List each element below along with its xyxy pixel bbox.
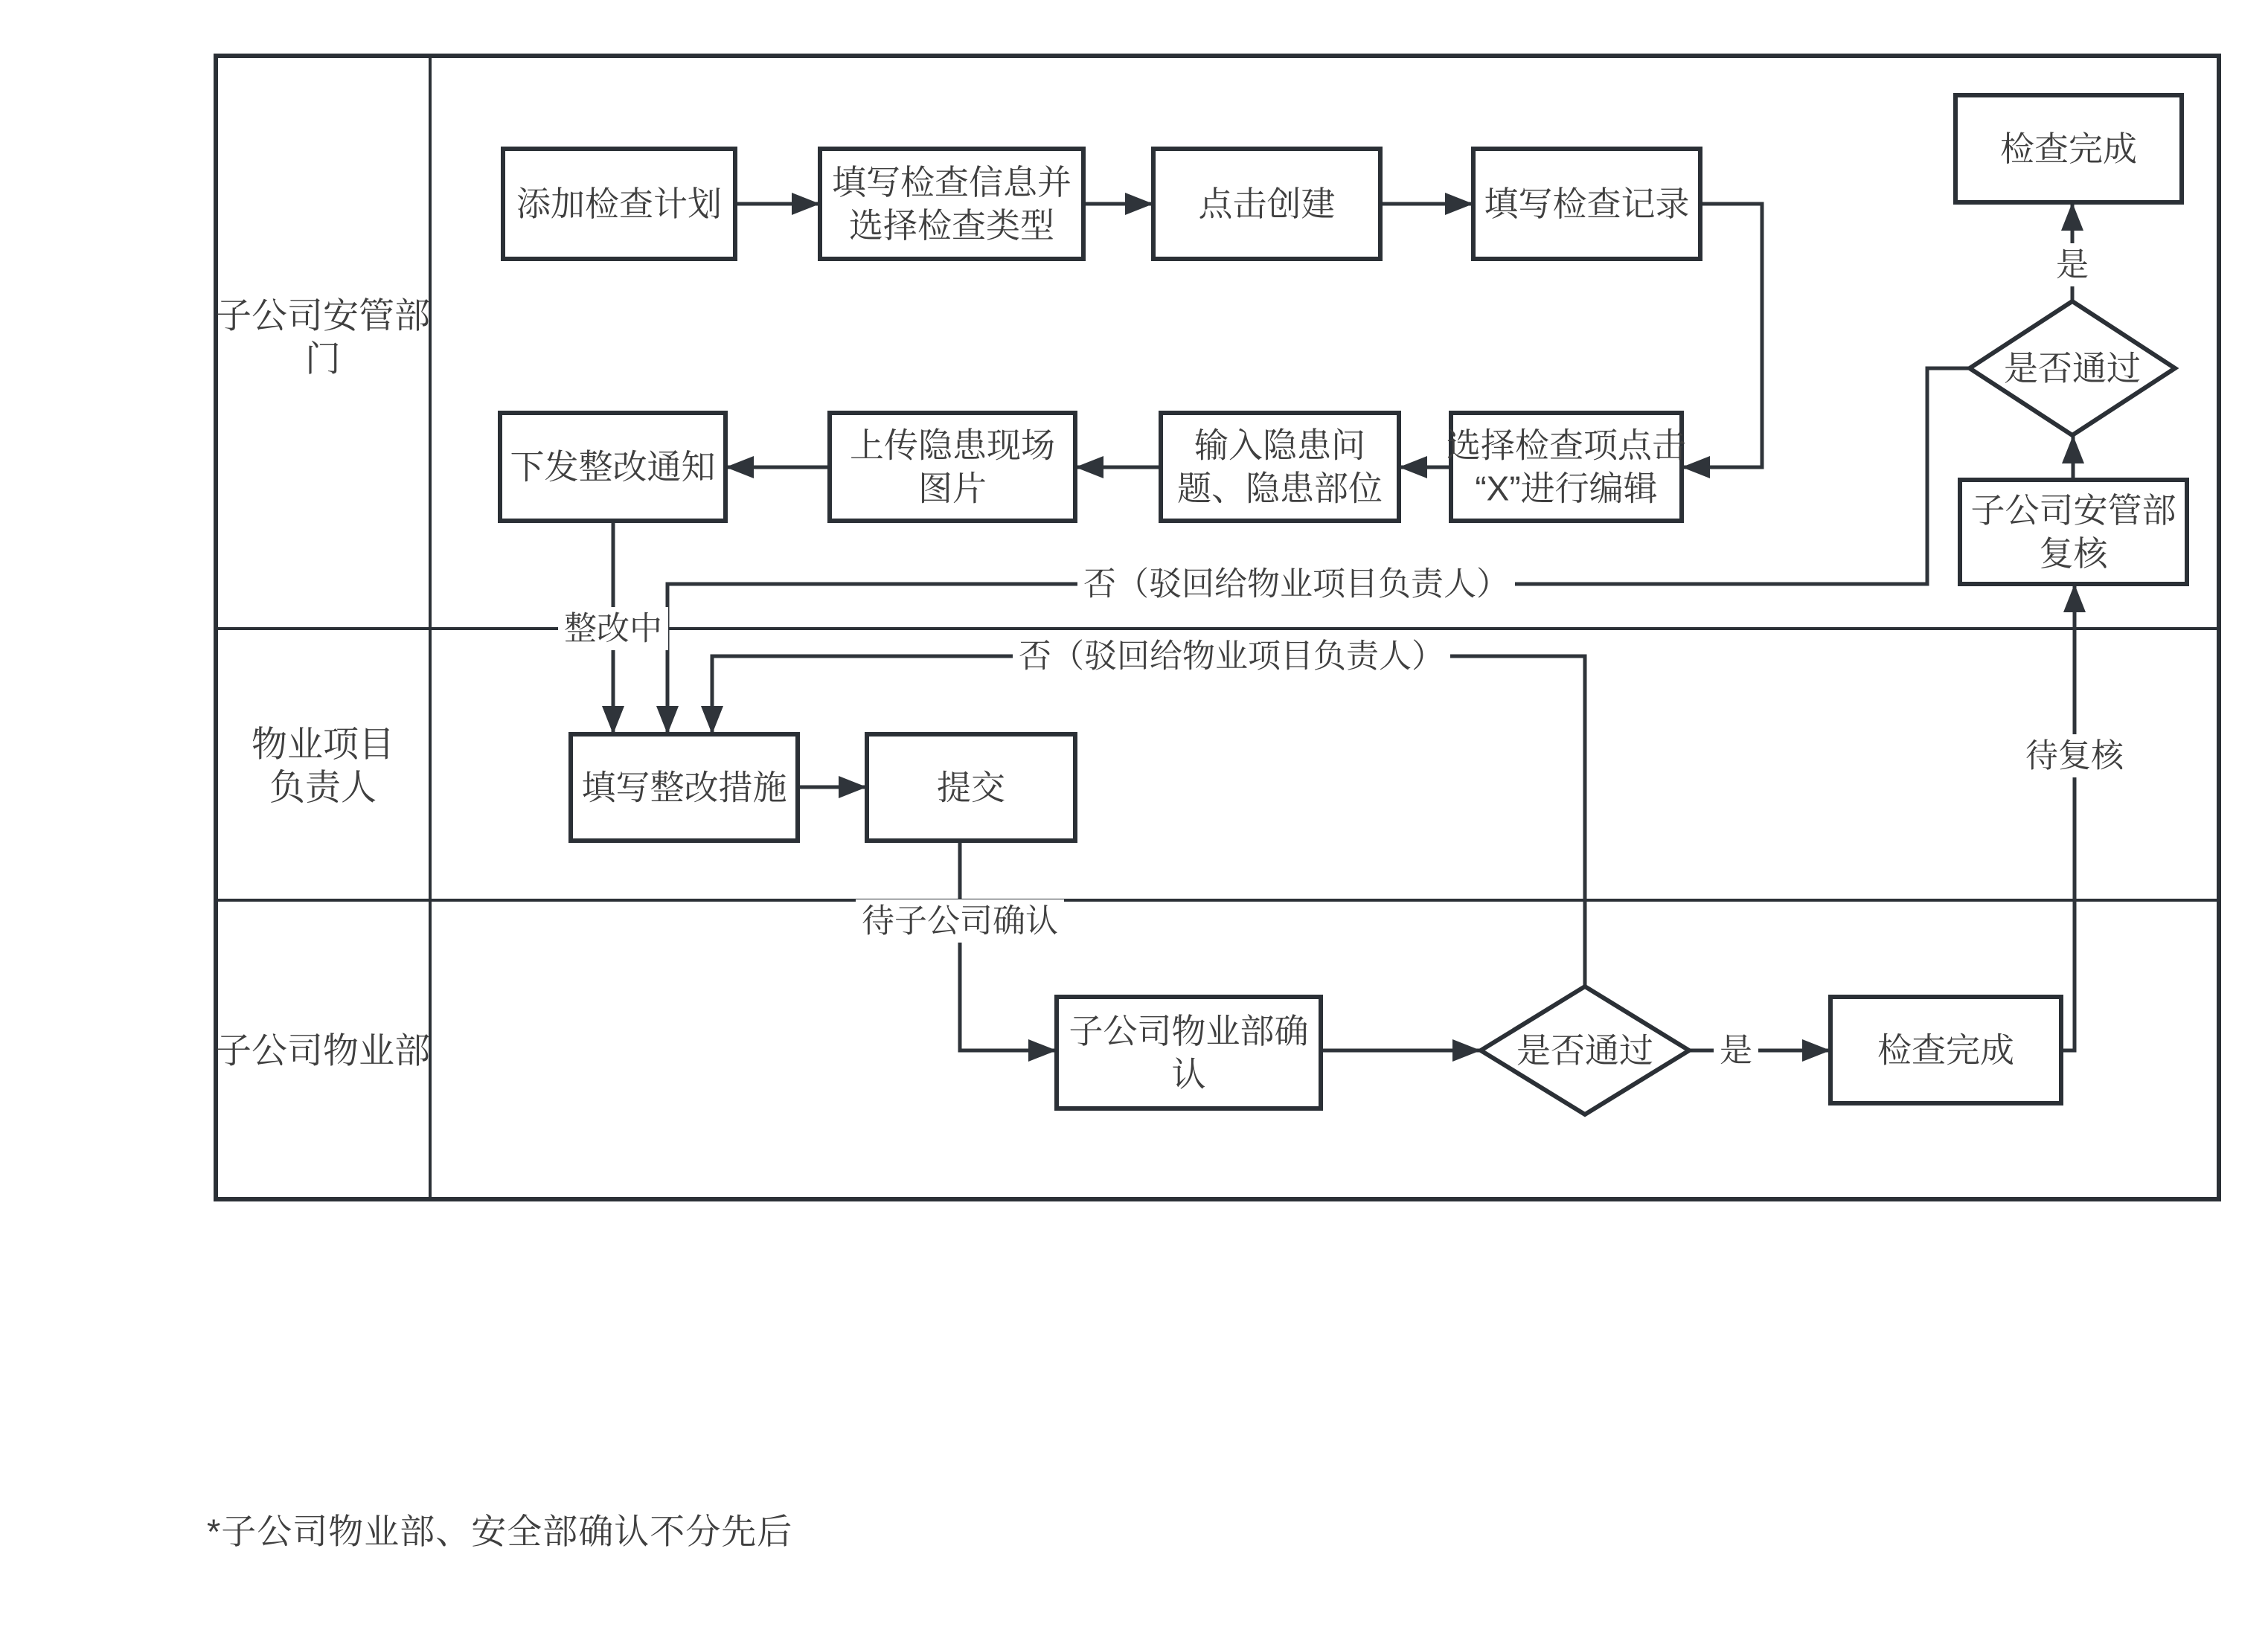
node-label-input-problem-line2: 题、隐患部位 [1177, 469, 1383, 508]
node-label-fill-record-line1: 填写检查记录 [1484, 184, 1690, 223]
node-label-inspect-done-bottom-line1: 检查完成 [1877, 1030, 2014, 1070]
node-label-submit-line1: 提交 [937, 768, 1005, 807]
arrowhead-select-to-input [1399, 456, 1427, 478]
lane-property-dept-label-line1: 子公司物业部 [215, 1031, 431, 1071]
node-label-pass-decision-bottom-line1: 是否通过 [1516, 1031, 1653, 1070]
edge-label-label-reject-a: 否（驳回给物业项目负责人） [1083, 565, 1509, 603]
node-label-input-problem-line1: 输入隐患问 [1194, 426, 1365, 465]
edge-label-label-yes-bottom: 是 [1720, 1032, 1752, 1069]
node-label-select-item-edit-line2: “X”进行编辑 [1475, 469, 1658, 508]
arrowhead-wait-recheck-line [2063, 584, 2086, 612]
edge-label-label-rectifying: 整改中 [564, 610, 662, 647]
node-label-fill-info-line1: 填写检查信息并 [832, 163, 1071, 202]
arrowhead-measures-to-submit [839, 776, 867, 798]
node-label-add-plan-line1: 添加检查计划 [516, 184, 722, 223]
lane-property-manager-label-line1: 物业项目 [251, 725, 395, 765]
node-label-property-confirm-line2: 认 [1171, 1055, 1206, 1094]
arrowhead-decision-bottom-to-done [1802, 1039, 1830, 1062]
arrowhead-recheck-to-decision [2062, 435, 2084, 463]
node-label-security-recheck-line1: 子公司安管部 [1970, 491, 2176, 530]
node-label-click-create-line1: 点击创建 [1198, 184, 1336, 223]
arrowhead-reject-b [701, 706, 723, 734]
edge-label-label-wait-recheck: 待复核 [2025, 737, 2124, 774]
arrowhead-submit-to-confirm [1028, 1039, 1057, 1062]
edge-wait-recheck-line [2061, 584, 2075, 1050]
edge-label-label-yes-top: 是 [2056, 246, 2089, 283]
arrowhead-decision-top-to-done [2061, 202, 2083, 231]
arrowhead-reject-a [656, 706, 679, 734]
node-label-inspect-done-top-line1: 检查完成 [2000, 129, 2137, 168]
arrowhead-notice-to-measures [602, 706, 624, 734]
node-label-fill-info-line2: 选择检查类型 [849, 206, 1054, 245]
node-label-security-recheck-line2: 复核 [2039, 534, 2108, 573]
node-label-upload-photo-line1: 上传隐患现场 [850, 426, 1055, 465]
node-label-property-confirm-line1: 子公司物业部确 [1069, 1012, 1309, 1050]
node-label-send-notice-line1: 下发整改通知 [510, 447, 716, 487]
node-label-select-item-edit-line1: 选择检查项点击 [1447, 426, 1686, 465]
arrowhead-input-to-upload [1075, 456, 1103, 478]
node-label-upload-photo-line2: 图片 [918, 469, 987, 508]
edge-label-label-reject-b: 否（驳回给物业项目负责人） [1019, 638, 1444, 675]
footnote: *子公司物业部、安全部确认不分先后 [207, 1512, 793, 1551]
arrowhead-create-to-record [1445, 193, 1473, 215]
node-label-pass-decision-top-line1: 是否通过 [2004, 349, 2141, 388]
arrowhead-plan-to-info [792, 193, 820, 215]
lane-security-dept-label-line1: 子公司安管部 [215, 296, 431, 336]
lane-security-dept-label-line2: 门 [304, 339, 342, 379]
edge-reject-b [712, 656, 1585, 986]
edge-submit-to-confirm [960, 841, 1057, 1050]
node-label-fill-measures-line1: 填写整改措施 [581, 768, 787, 807]
lane-property-manager-label-line2: 负责人 [269, 768, 377, 808]
arrowhead-info-to-create [1125, 193, 1153, 215]
arrowhead-upload-to-notice [725, 456, 754, 478]
edge-label-label-wait-subsidiary-confirm: 待子公司确认 [862, 902, 1058, 940]
